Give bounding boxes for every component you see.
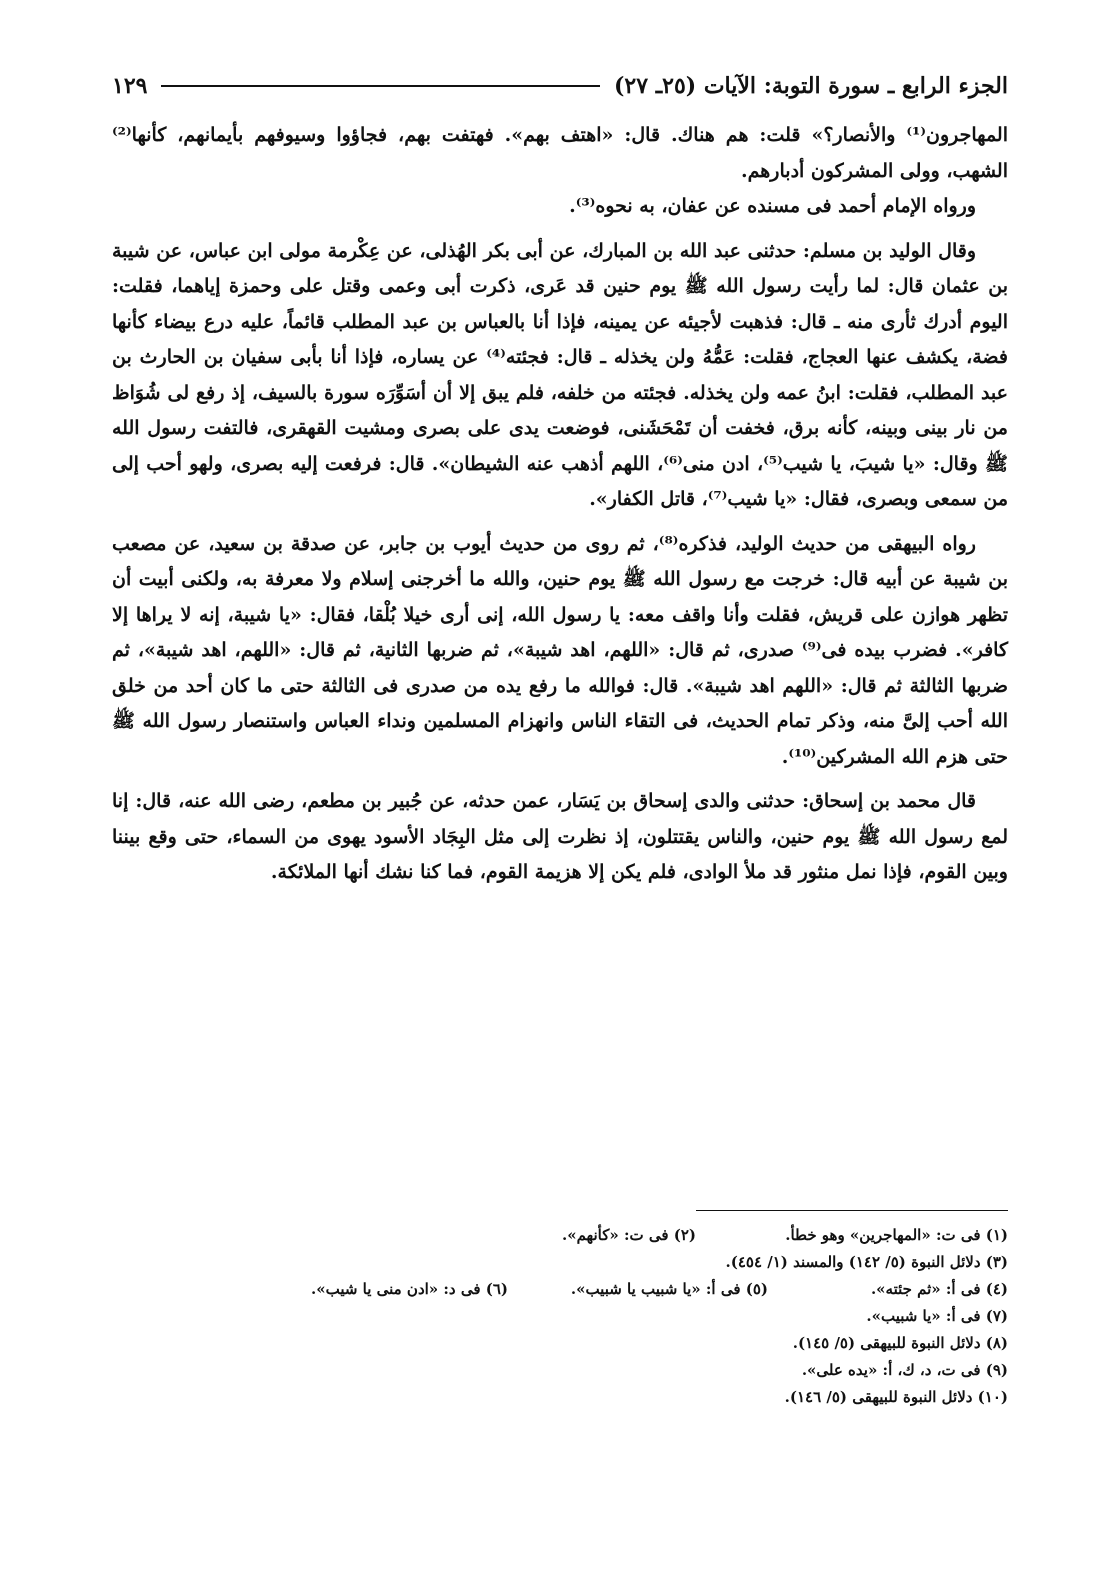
footnote: (٩) فى ت، د، ك، أ: «يده على». xyxy=(801,1361,1008,1379)
main-text xyxy=(112,118,1008,891)
footnote: (٢) فى ت: «كأنهم». xyxy=(561,1226,696,1244)
page-number: ١٢٩ xyxy=(112,73,148,99)
header-rule xyxy=(161,85,600,87)
footnote: (٦) فى د: «ادن منى يا شيب». xyxy=(311,1280,508,1298)
paragraph: المهاجرون⁽¹⁾ والأنصار؟» قلت: هم هناك. قال: «اهتف بهم». فهتفت بهم، فجاؤوا وسيوفهم بأيمانهم، كأنها⁽²⁾ الشهب، وولى المشركون أدبارهم. xyxy=(112,124,1008,182)
footnote-line xyxy=(112,1330,1008,1357)
footnote-line xyxy=(112,1222,1008,1249)
chapter-title: الجزء الرابع ـ سورة التوبة: الآيات (٢٥ـ ٢٧) xyxy=(613,73,1008,99)
footnote-line xyxy=(112,1276,1008,1303)
footnote: (٧) فى أ: «يا شبيب». xyxy=(866,1307,1008,1325)
footnote: (٥) فى أ: «يا شبيب يا شبيب». xyxy=(570,1280,768,1298)
footnote-line xyxy=(112,1384,1008,1411)
footnote-separator xyxy=(696,1210,1008,1211)
paragraph: وقال الوليد بن مسلم: حدثنى عبد الله بن المبارك، عن أبى بكر الهُذلى، عن عِكْرمة مولى ابن عباس، عن شيبة بن عثمان قال: لما رأيت رسول الله ﷺ يوم حنين قد عَرى، ذكرت أبى وعمى وقتل على وحمزة إياهما، فقلت: اليوم أدرك ثأرى منه ـ قال: فذهبت لأجيئه عن يمينه، فإذا أنا بالعباس بن عبد المطلب قائماً، عليه درع بيضاء كأنها فضة، يكشف عنها العجاج، فقلت: عَمُّهُ ولن يخذله ـ قال: فجئته⁽⁴⁾ عن يساره، فإذا أنا بأبى سفيان بن الحارث بن عبد المطلب، فقلت: ابنُ عمه ولن يخذله. فجئته من خلفه، فلم يبق إلا أن أسَوِّرَه سورة بالسيف، إذ رفع لى شُوَاظ من نار بينى وبينه، كأنه برق، فخفت أن تَمْحَشَنى، فوضعت يدى على بصرى ومشيت القهقرى، فالتفت رسول الله ﷺ وقال: «يا شيبَ، يا شيب⁽⁵⁾، ادن منى⁽⁶⁾، اللهم أذهب عنه الشيطان». قال: فرفعت إليه بصرى، ولهو أحب إلى من سمعى وبصرى، فقال: «يا شيب⁽⁷⁾، قاتل الكفار». xyxy=(112,239,1008,510)
footnote: (٣) دلائل النبوة (٥/ ١٤٢) والمسند (١/ ٤٥٤). xyxy=(725,1253,1008,1271)
footnote: (٨) دلائل النبوة للبيهقى (٥/ ١٤٥). xyxy=(792,1334,1008,1352)
paragraph: رواه البيهقى من حديث الوليد، فذكره⁽⁸⁾، ثم روى من حديث أيوب بن جابر، عن صدقة بن سعيد، عن مصعب بن شيبة عن أبيه قال: خرجت مع رسول الله ﷺ يوم حنين، والله ما أخرجنى إسلام ولا معرفة به، ولكنى أبيت أن تظهر هوازن على قريش، فقلت وأنا واقف معه: يا رسول الله، إنى أرى خيلا بُلْقا، فقال: «يا شيبة، إنه لا يراها إلا كافر». فضرب بيده فى⁽⁹⁾ صدرى، ثم قال: «اللهم، اهد شيبة»، ثم ضربها الثانية، ثم قال: «اللهم، اهد شيبة»، ثم ضربها الثالثة ثم قال: «اللهم اهد شيبة». قال: فوالله ما رفع يده من صدرى فى الثالثة حتى ما كان أحد من خلق الله أحب إلىَّ منه، وذكر تمام الحديث، فى التقاء الناس وانهزام المسلمين ونداء العباس واستنصار رسول الله ﷺ حتى هزم الله المشركين⁽¹⁰⁾. xyxy=(112,532,1008,768)
footnote: (١٠) دلائل النبوة للبيهقى (٥/ ١٤٦). xyxy=(784,1388,1008,1406)
footnote-line xyxy=(112,1249,1008,1276)
running-header xyxy=(112,66,1008,106)
footnote-line xyxy=(112,1303,1008,1330)
footnote: (٤) فى أ: «ثم جئته». xyxy=(870,1280,1008,1298)
footnote: (١) فى ت: «المهاجرين» وهو خطأ. xyxy=(785,1226,1008,1244)
footnotes xyxy=(112,1222,1008,1411)
paragraph: ورواه الإمام أحمد فى مسنده عن عفان، به نحوه⁽³⁾. xyxy=(569,195,976,217)
paragraph: قال محمد بن إسحاق: حدثنى والدى إسحاق بن يَسَار، عمن حدثه، عن جُبير بن مطعم، رضى الله عنه، قال: إنا لمع رسول الله ﷺ يوم حنين، والناس يقتتلون، إذ نظرت إلى مثل البِجَاد الأسود يهوى من السماء، حتى وقع بيننا وبين القوم، فإذا نمل منثور قد ملأ الوادى، فلم يكن إلا هزيمة القوم، فما كنا نشك أنها الملائكة. xyxy=(112,790,1008,883)
footnote-line xyxy=(112,1357,1008,1384)
